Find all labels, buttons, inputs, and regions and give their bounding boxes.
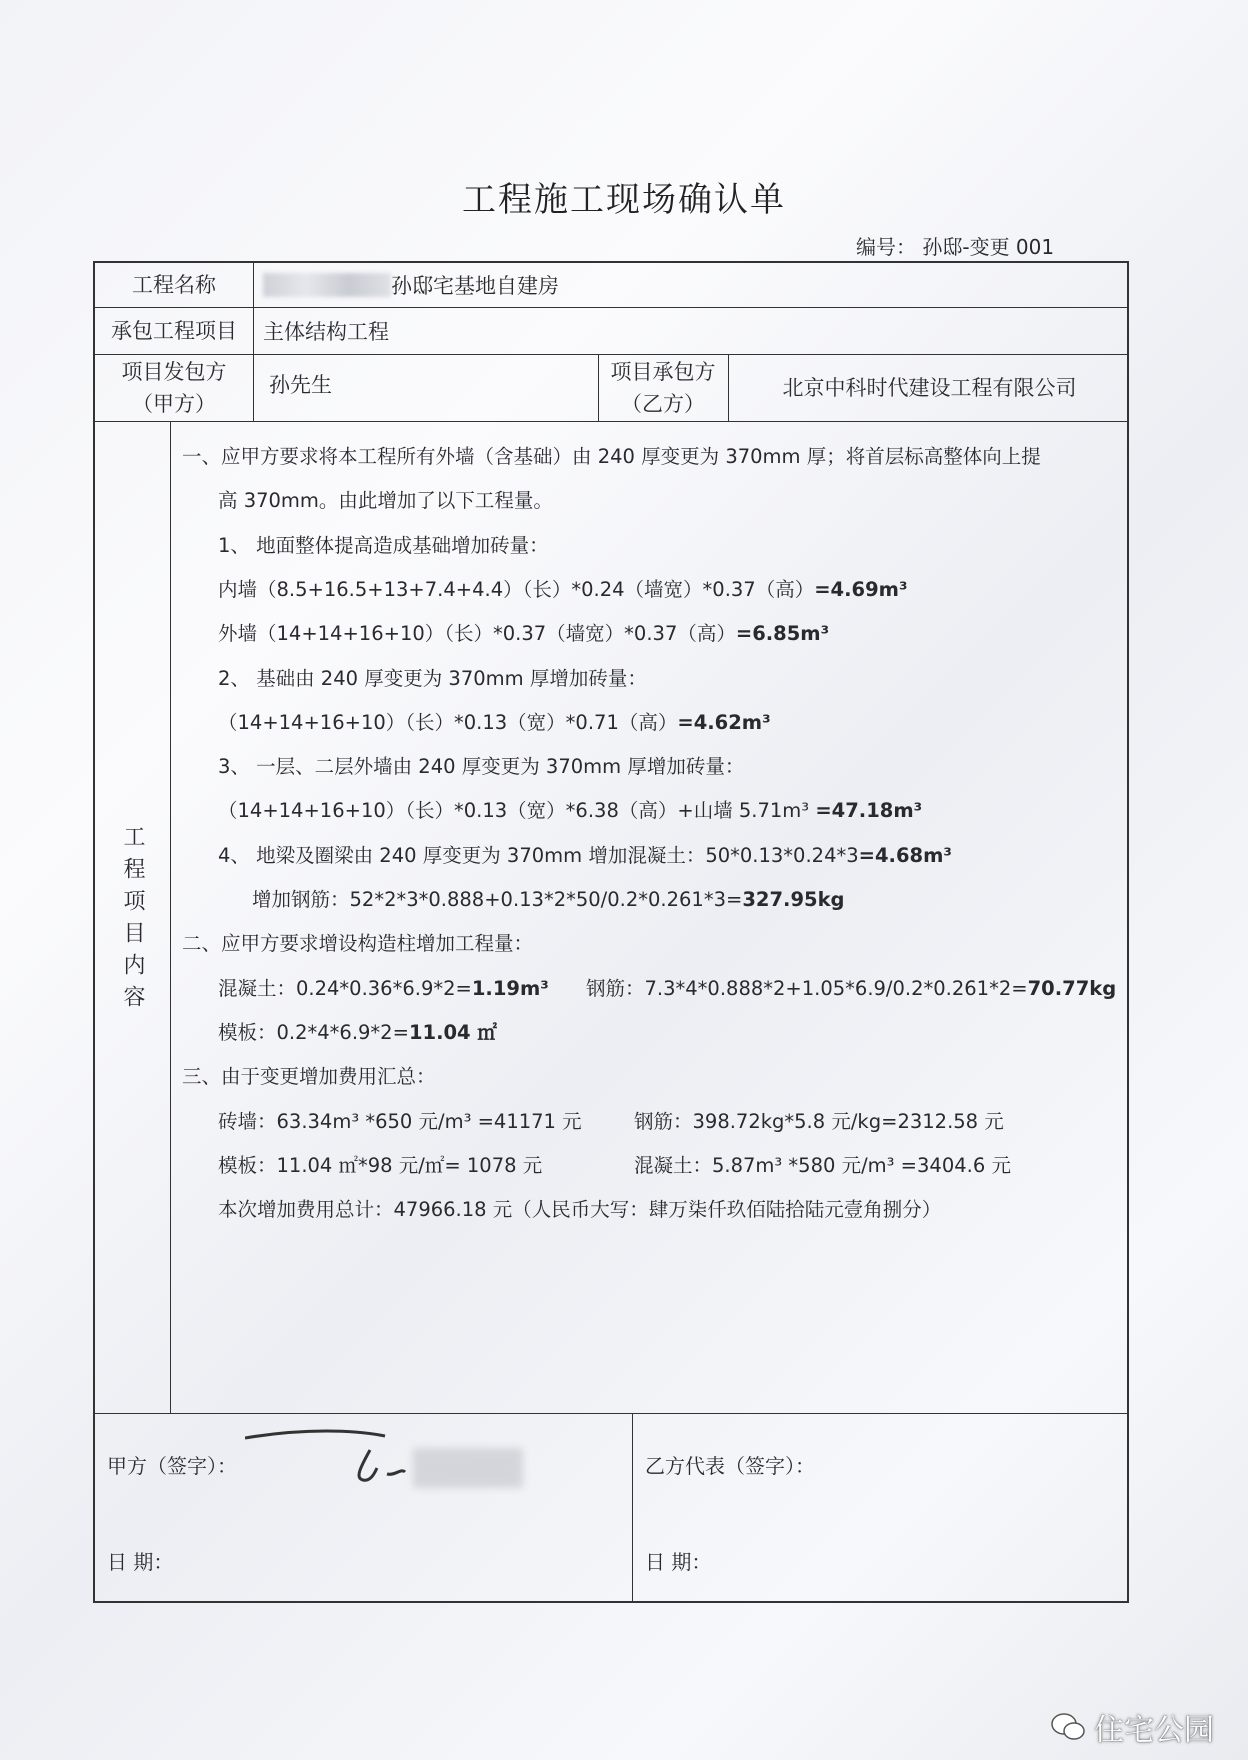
project-name-text: 孙邸宅基地自建房 bbox=[391, 274, 559, 298]
document-number: 编号： 孙邸-变更 001 bbox=[856, 235, 1055, 259]
confirmation-form-table bbox=[93, 261, 1129, 1603]
content-line bbox=[218, 973, 1116, 1001]
content-line bbox=[218, 707, 771, 735]
result-value: =4.68m³ bbox=[858, 843, 952, 867]
contractor-label-line1: 项目承包方 bbox=[610, 359, 716, 384]
line-text: 混凝土：0.24*0.36*6.9*2= bbox=[218, 976, 472, 1000]
contract-item-value: 主体结构工程 bbox=[263, 319, 389, 344]
contractor-value: 北京中科时代建设工程有限公司 bbox=[782, 375, 1077, 400]
redacted-text bbox=[263, 273, 391, 297]
content-line bbox=[182, 1061, 436, 1089]
result-value: 327.95kg bbox=[742, 888, 845, 911]
result-value: 1.19m³ bbox=[471, 976, 549, 1000]
content-label bbox=[95, 421, 170, 1421]
content-line bbox=[218, 1106, 582, 1134]
result-value: =4.69m³ bbox=[814, 577, 908, 601]
contractor-label-line2: （乙方） bbox=[621, 391, 705, 416]
line-text: 3、 一层、二层外墙由 240 厚变更为 370mm 厚增加砖量： bbox=[218, 755, 745, 779]
line-text: 砖墙：63.34m³ *650 元/m³ =41171 元 bbox=[218, 1109, 582, 1133]
employer-label-line2: （甲方） bbox=[132, 391, 216, 416]
line-text: 二、应甲方要求增设构造柱增加工程量： bbox=[182, 932, 534, 956]
content-line bbox=[218, 530, 549, 558]
content-line bbox=[218, 751, 744, 779]
wechat-icon bbox=[1050, 1712, 1086, 1742]
line-text: 本次增加费用总计：47966.18 元（人民币大写：肆万柒仟玖佰陆拾陆元壹角捌分） bbox=[218, 1198, 942, 1222]
content-line bbox=[218, 574, 908, 602]
content-line bbox=[218, 840, 952, 868]
line-text: 2、 基础由 240 厚变更为 370mm 厚增加砖量： bbox=[218, 666, 647, 690]
col-divider bbox=[632, 1413, 633, 1603]
content-line bbox=[218, 618, 829, 646]
handwritten-signature bbox=[245, 1428, 545, 1498]
content-line bbox=[182, 928, 533, 956]
content-line bbox=[182, 441, 1041, 469]
content-line bbox=[218, 1150, 542, 1178]
line-text: 钢筋：398.72kg*5.8 元/kg=2312.58 元 bbox=[634, 1109, 1004, 1133]
line-text: 1、 地面整体提高造成基础增加砖量： bbox=[218, 533, 549, 557]
result-value: 11.04 ㎡ bbox=[408, 1020, 497, 1044]
party-b-date-label: 日 期： bbox=[645, 1550, 712, 1574]
content-line-right bbox=[634, 1106, 1004, 1134]
content-line bbox=[218, 485, 553, 513]
project-name-label: 工程名称 bbox=[132, 273, 216, 297]
content-line bbox=[218, 1194, 941, 1222]
result-value: 70.77kg bbox=[1027, 976, 1117, 1000]
line-text: （14+14+16+10）（长）*0.13（宽）*0.71（高） bbox=[218, 710, 678, 734]
line-text: （14+14+16+10）（长）*0.13（宽）*6.38（高）+山墙 5.71m³ bbox=[218, 799, 816, 823]
document-title: 工程施工现场确认单 bbox=[462, 180, 786, 220]
party-a-date-label: 日 期： bbox=[107, 1550, 174, 1574]
line-text: 4、 地梁及圈梁由 240 厚变更为 370mm 增加混凝土：50*0.13*0.24*3 bbox=[218, 843, 859, 867]
row-divider bbox=[95, 421, 1127, 422]
contract-item-label: 承包工程项目 bbox=[111, 318, 237, 343]
line-text: 模板：0.2*4*6.9*2= bbox=[218, 1020, 409, 1044]
project-name-value bbox=[263, 263, 559, 307]
party-b-signature-label: 乙方代表（签字）： bbox=[645, 1454, 815, 1478]
line-text: 内墙（8.5+16.5+13+7.4+4.4）（长）*0.24（墙宽）*0.37（高） bbox=[218, 577, 815, 601]
row-divider bbox=[95, 1413, 1127, 1414]
content-line bbox=[252, 884, 845, 912]
employer-value: 孙先生 bbox=[269, 373, 332, 397]
content-line bbox=[218, 795, 922, 823]
line-text: 三、由于变更增加费用汇总： bbox=[182, 1065, 436, 1089]
col-divider bbox=[253, 263, 254, 421]
line-text: 高 370mm。由此增加了以下工程量。 bbox=[218, 489, 553, 513]
result-value: =6.85m³ bbox=[735, 622, 830, 646]
content-label-text: 工程项目内容 bbox=[120, 825, 145, 1017]
content-line-right bbox=[634, 1150, 1011, 1178]
line-text: 模板：11.04 ㎡*98 元/㎡= 1078 元 bbox=[218, 1153, 543, 1177]
line-text: 钢筋：7.3*4*0.888*2+1.05*6.9/0.2*0.261*2= bbox=[548, 976, 1028, 1000]
line-text: 增加钢筋：52*2*3*0.888+0.13*2*50/0.2*0.261*3= bbox=[252, 888, 743, 911]
employer-label bbox=[95, 354, 253, 421]
result-value: =4.62m³ bbox=[677, 710, 771, 734]
employer-label-line1: 项目发包方 bbox=[121, 359, 227, 384]
line-text: 一、应甲方要求将本工程所有外墙（含基础）由 240 厚变更为 370mm 厚；将首层标高整体向上提 bbox=[182, 445, 1041, 468]
col-divider bbox=[170, 421, 171, 1413]
result-value: =47.18m³ bbox=[815, 799, 923, 823]
party-a-signature-label: 甲方（签字）： bbox=[107, 1454, 237, 1478]
line-text: 外墙（14+14+16+10）（长）*0.37（墙宽）*0.37（高） bbox=[218, 622, 736, 646]
watermark-text: 住宅公园 bbox=[1094, 1713, 1214, 1748]
watermark bbox=[1050, 1705, 1214, 1749]
content-line bbox=[218, 663, 647, 691]
contractor-label bbox=[598, 354, 728, 421]
content-line bbox=[218, 1017, 497, 1045]
line-text: 混凝土：5.87m³ *580 元/m³ =3404.6 元 bbox=[634, 1153, 1011, 1177]
